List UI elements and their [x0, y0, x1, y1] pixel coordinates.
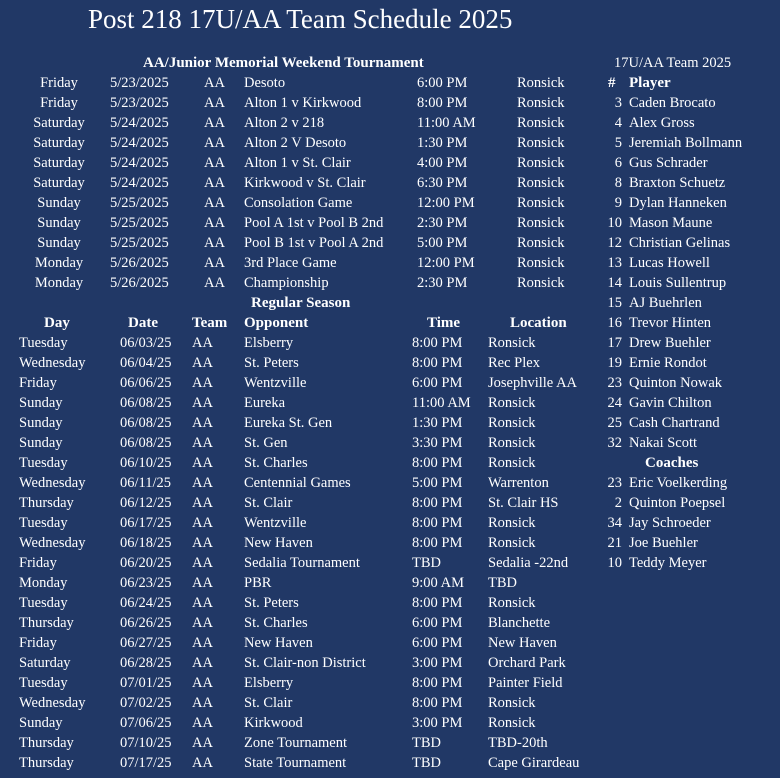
player-number: 10	[607, 215, 622, 231]
schedule-day: Tuesday	[19, 675, 68, 691]
player-name: Braxton Schuetz	[629, 175, 726, 191]
tournament-day: Sunday	[37, 235, 81, 251]
schedule-team: AA	[192, 675, 213, 691]
schedule-date: 06/12/25	[120, 495, 172, 511]
tournament-location: Ronsick	[517, 195, 565, 211]
tournament-time: 6:30 PM	[417, 175, 468, 191]
schedule-date: 06/26/25	[120, 615, 172, 631]
schedule-day: Thursday	[19, 755, 74, 771]
schedule-day: Sunday	[19, 435, 63, 451]
schedule-location: Ronsick	[488, 715, 536, 731]
player-number: 6	[614, 155, 622, 171]
player-number: 9	[614, 195, 622, 211]
tournament-day: Monday	[34, 255, 84, 271]
tournament-team: AA	[204, 155, 225, 171]
schedule-time: 8:00 PM	[412, 455, 463, 471]
schedule-time: 6:00 PM	[412, 615, 463, 631]
tournament-day: Monday	[34, 275, 84, 291]
player-name: Mason Maune	[629, 215, 713, 231]
schedule-time: 8:00 PM	[412, 355, 463, 371]
player-name: Cash Chartrand	[629, 415, 720, 431]
roster-heading: 17U/AA Team 2025	[614, 55, 732, 71]
player-name: Lucas Howell	[629, 255, 710, 271]
schedule-day: Friday	[19, 555, 57, 571]
schedule-opponent: Zone Tournament	[244, 735, 348, 751]
player-number: 12	[607, 235, 622, 251]
schedule-opponent: Kirkwood	[244, 715, 303, 731]
tournament-time: 12:00 PM	[417, 195, 475, 211]
tournament-day: Saturday	[33, 135, 85, 151]
tournament-location: Ronsick	[517, 115, 565, 131]
schedule-time: 3:30 PM	[412, 435, 463, 451]
schedule-date: 06/17/25	[120, 515, 172, 531]
schedule-day: Monday	[19, 575, 68, 591]
schedule-date: 06/08/25	[120, 435, 172, 451]
schedule-opponent: St. Clair	[244, 495, 293, 511]
player-number: 13	[607, 255, 622, 271]
schedule-date: 06/06/25	[120, 375, 172, 391]
tournament-day: Friday	[40, 75, 78, 91]
schedule-location: Ronsick	[488, 515, 536, 531]
schedule-opponent: Elsberry	[244, 335, 294, 351]
tournament-time: 12:00 PM	[417, 255, 475, 271]
schedule-location: Ronsick	[488, 455, 536, 471]
player-name: Caden Brocato	[629, 95, 716, 111]
tournament-time: 11:00 AM	[417, 115, 476, 131]
coach-name: Teddy Meyer	[629, 555, 707, 571]
tournament-opponent: Consolation Game	[244, 195, 353, 211]
player-name: Jeremiah Bollmann	[629, 135, 743, 151]
schedule-team: AA	[192, 695, 213, 711]
tournament-location: Ronsick	[517, 75, 565, 91]
coaches-heading: Coaches	[645, 455, 699, 471]
schedule-location: Ronsick	[488, 595, 536, 611]
schedule-location: Rec Plex	[488, 355, 540, 371]
schedule-day: Saturday	[19, 655, 71, 671]
tournament-team: AA	[204, 95, 225, 111]
schedule-opponent: New Haven	[244, 535, 313, 551]
schedule-opponent: Wentzville	[244, 515, 307, 531]
tournament-opponent: Alton 1 v Kirkwood	[244, 95, 362, 111]
schedule-opponent: Eureka	[244, 395, 286, 411]
player-name: Louis Sullentrup	[629, 275, 727, 291]
schedule-date: 06/03/25	[120, 335, 172, 351]
tournament-day: Saturday	[33, 175, 85, 191]
schedule-team: AA	[192, 515, 213, 531]
tournament-date: 5/24/2025	[110, 175, 169, 191]
schedule-day: Wednesday	[19, 535, 86, 551]
schedule-time: 8:00 PM	[412, 335, 463, 351]
schedule-team: AA	[192, 455, 213, 471]
tournament-time: 2:30 PM	[417, 215, 468, 231]
player-number: 17	[607, 335, 622, 351]
schedule-day: Tuesday	[19, 595, 68, 611]
tournament-date: 5/24/2025	[110, 155, 169, 171]
schedule-team: AA	[192, 375, 213, 391]
schedule-location: Ronsick	[488, 335, 536, 351]
schedule-day: Friday	[19, 375, 57, 391]
tournament-date: 5/23/2025	[110, 95, 169, 111]
schedule-opponent: Centennial Games	[244, 475, 351, 491]
schedule-date: 06/23/25	[120, 575, 172, 591]
coach-number: 21	[607, 535, 622, 551]
tournament-location: Ronsick	[517, 275, 565, 291]
player-name: Gavin Chilton	[629, 395, 712, 411]
schedule-location: Ronsick	[488, 395, 536, 411]
tournament-date: 5/25/2025	[110, 235, 169, 251]
tournament-date: 5/25/2025	[110, 195, 169, 211]
header-date: Date	[128, 315, 158, 331]
schedule-location: Orchard Park	[488, 655, 566, 671]
schedule-time: 8:00 PM	[412, 695, 463, 711]
schedule-opponent: Wentzville	[244, 375, 307, 391]
schedule-team: AA	[192, 555, 213, 571]
tournament-team: AA	[204, 115, 225, 131]
schedule-day: Thursday	[19, 495, 74, 511]
player-name: Drew Buehler	[629, 335, 711, 351]
tournament-team: AA	[204, 195, 225, 211]
schedule-date: 06/04/25	[120, 355, 172, 371]
schedule-time: 1:30 PM	[412, 415, 463, 431]
schedule-date: 07/01/25	[120, 675, 172, 691]
coach-number: 10	[607, 555, 622, 571]
player-name: AJ Buehrlen	[629, 295, 702, 311]
player-name: Gus Schrader	[629, 155, 708, 171]
tournament-opponent: 3rd Place Game	[244, 255, 337, 271]
player-number: 8	[614, 175, 622, 191]
coach-number: 23	[607, 475, 622, 491]
schedule-team: AA	[192, 435, 213, 451]
schedule-day: Wednesday	[19, 355, 86, 371]
header-team: Team	[192, 315, 228, 331]
schedule-day: Wednesday	[19, 475, 86, 491]
tournament-time: 6:00 PM	[417, 75, 468, 91]
schedule-day: Friday	[19, 635, 57, 651]
schedule-time: 8:00 PM	[412, 495, 463, 511]
schedule-team: AA	[192, 755, 213, 771]
tournament-team: AA	[204, 255, 225, 271]
schedule-date: 07/10/25	[120, 735, 172, 751]
tournament-time: 2:30 PM	[417, 275, 468, 291]
schedule-opponent: St. Gen	[244, 435, 288, 451]
schedule-date: 06/28/25	[120, 655, 172, 671]
schedule-team: AA	[192, 595, 213, 611]
coach-number: 2	[614, 495, 622, 511]
schedule-time: TBD	[412, 555, 441, 571]
tournament-location: Ronsick	[517, 95, 565, 111]
tournament-team: AA	[204, 215, 225, 231]
tournament-date: 5/25/2025	[110, 215, 169, 231]
schedule-location: Warrenton	[488, 475, 549, 491]
page-title: Post 218 17U/AA Team Schedule 2025	[88, 4, 513, 34]
tournament-time: 5:00 PM	[417, 235, 468, 251]
player-number: 3	[614, 95, 622, 111]
tournament-time: 1:30 PM	[417, 135, 468, 151]
schedule-time: 6:00 PM	[412, 375, 463, 391]
schedule-time: 8:00 PM	[412, 515, 463, 531]
roster-player-header: Player	[629, 75, 671, 91]
player-number: 19	[607, 355, 622, 371]
player-name: Trevor Hinten	[629, 315, 712, 331]
schedule-location: St. Clair HS	[488, 495, 559, 511]
schedule-location: New Haven	[488, 635, 557, 651]
player-number: 4	[614, 115, 622, 131]
header-location: Location	[510, 315, 567, 331]
tournament-team: AA	[204, 75, 225, 91]
schedule-date: 06/20/25	[120, 555, 172, 571]
header-opponent: Opponent	[244, 315, 309, 331]
schedule-date: 07/17/25	[120, 755, 172, 771]
schedule-date: 06/08/25	[120, 415, 172, 431]
schedule-location: Ronsick	[488, 435, 536, 451]
tournament-date: 5/26/2025	[110, 255, 169, 271]
schedule-day: Tuesday	[19, 455, 68, 471]
schedule-location: TBD	[488, 575, 517, 591]
schedule-time: 8:00 PM	[412, 595, 463, 611]
schedule-time: TBD	[412, 735, 441, 751]
schedule-location: Painter Field	[488, 675, 563, 691]
schedule-location: Ronsick	[488, 535, 536, 551]
schedule-day: Thursday	[19, 735, 74, 751]
schedule-team: AA	[192, 735, 213, 751]
coach-number: 34	[607, 515, 622, 531]
player-name: Quinton Nowak	[629, 375, 723, 391]
tournament-day: Saturday	[33, 115, 85, 131]
schedule-opponent: PBR	[244, 575, 272, 591]
schedule-time: 9:00 AM	[412, 575, 464, 591]
schedule-day: Sunday	[19, 395, 63, 411]
player-name: Nakai Scott	[629, 435, 698, 451]
tournament-team: AA	[204, 175, 225, 191]
schedule-time: 8:00 PM	[412, 535, 463, 551]
schedule-day: Thursday	[19, 615, 74, 631]
coach-name: Joe Buehler	[629, 535, 698, 551]
header-time: Time	[427, 315, 461, 331]
schedule-team: AA	[192, 355, 213, 371]
tournament-opponent: Desoto	[244, 75, 286, 91]
schedule-team: AA	[192, 635, 213, 651]
tournament-day: Friday	[40, 95, 78, 111]
tournament-team: AA	[204, 235, 225, 251]
schedule-time: TBD	[412, 755, 441, 771]
schedule-time: 11:00 AM	[412, 395, 471, 411]
player-number: 16	[607, 315, 622, 331]
schedule-day: Sunday	[19, 415, 63, 431]
schedule-team: AA	[192, 615, 213, 631]
schedule-team: AA	[192, 475, 213, 491]
schedule-location: TBD-20th	[488, 735, 548, 751]
player-number: 23	[607, 375, 622, 391]
tournament-opponent: Pool B 1st v Pool A 2nd	[244, 235, 384, 251]
tournament-team: AA	[204, 135, 225, 151]
schedule-location: Ronsick	[488, 695, 536, 711]
schedule-date: 06/24/25	[120, 595, 172, 611]
schedule-opponent: Sedalia Tournament	[244, 555, 360, 571]
schedule-date: 06/08/25	[120, 395, 172, 411]
schedule-opponent: St. Clair	[244, 695, 293, 711]
tournament-opponent: Championship	[244, 275, 329, 291]
schedule-opponent: St. Charles	[244, 615, 308, 631]
player-number: 14	[607, 275, 622, 291]
player-number: 5	[614, 135, 622, 151]
schedule-team: AA	[192, 495, 213, 511]
tournament-heading: AA/Junior Memorial Weekend Tournament	[143, 55, 424, 71]
schedule-opponent: St. Clair-non District	[244, 655, 366, 671]
schedule-time: 3:00 PM	[412, 655, 463, 671]
schedule-time: 3:00 PM	[412, 715, 463, 731]
schedule-time: 5:00 PM	[412, 475, 463, 491]
roster-number-header: #	[608, 75, 616, 91]
tournament-time: 4:00 PM	[417, 155, 468, 171]
coach-name: Jay Schroeder	[629, 515, 711, 531]
schedule-date: 07/02/25	[120, 695, 172, 711]
schedule-opponent: St. Charles	[244, 455, 308, 471]
schedule-day: Wednesday	[19, 695, 86, 711]
schedule-date: 06/18/25	[120, 535, 172, 551]
tournament-time: 8:00 PM	[417, 95, 468, 111]
tournament-location: Ronsick	[517, 155, 565, 171]
schedule-time: 8:00 PM	[412, 675, 463, 691]
schedule-opponent: New Haven	[244, 635, 313, 651]
tournament-location: Ronsick	[517, 175, 565, 191]
player-number: 15	[607, 295, 622, 311]
schedule-time: 6:00 PM	[412, 635, 463, 651]
tournament-opponent: Alton 2 v 218	[244, 115, 325, 131]
schedule-day: Sunday	[19, 715, 63, 731]
coach-name: Quinton Poepsel	[629, 495, 726, 511]
schedule-team: AA	[192, 415, 213, 431]
tournament-day: Sunday	[37, 195, 81, 211]
tournament-location: Ronsick	[517, 255, 565, 271]
tournament-location: Ronsick	[517, 215, 565, 231]
schedule-day: Tuesday	[19, 335, 68, 351]
schedule-date: 07/06/25	[120, 715, 172, 731]
schedule-opponent: St. Peters	[244, 595, 299, 611]
tournament-location: Ronsick	[517, 235, 565, 251]
schedule-location: Cape Girardeau	[488, 755, 580, 771]
tournament-opponent: Alton 2 V Desoto	[244, 135, 347, 151]
schedule-date: 06/10/25	[120, 455, 172, 471]
schedule-team: AA	[192, 395, 213, 411]
tournament-date: 5/24/2025	[110, 135, 169, 151]
schedule-opponent: Elsberry	[244, 675, 294, 691]
player-number: 32	[607, 435, 622, 451]
tournament-opponent: Kirkwood v St. Clair	[244, 175, 366, 191]
schedule-location: Josephville AA	[488, 375, 578, 391]
schedule-team: AA	[192, 335, 213, 351]
schedule-date: 06/27/25	[120, 635, 172, 651]
schedule-opponent: St. Peters	[244, 355, 299, 371]
tournament-day: Sunday	[37, 215, 81, 231]
player-number: 25	[607, 415, 622, 431]
tournament-team: AA	[204, 275, 225, 291]
tournament-date: 5/23/2025	[110, 75, 169, 91]
player-name: Ernie Rondot	[629, 355, 707, 371]
schedule-location: Sedalia -22nd	[488, 555, 569, 571]
coach-name: Eric Voelkerding	[629, 475, 728, 491]
tournament-opponent: Pool A 1st v Pool B 2nd	[244, 215, 384, 231]
schedule-day: Tuesday	[19, 515, 68, 531]
schedule-date: 06/11/25	[120, 475, 172, 491]
player-number: 24	[607, 395, 622, 411]
schedule-team: AA	[192, 535, 213, 551]
player-name: Alex Gross	[629, 115, 695, 131]
schedule-team: AA	[192, 575, 213, 591]
schedule-team: AA	[192, 655, 213, 671]
tournament-location: Ronsick	[517, 135, 565, 151]
schedule-opponent: Eureka St. Gen	[244, 415, 333, 431]
tournament-day: Saturday	[33, 155, 85, 171]
schedule-team: AA	[192, 715, 213, 731]
player-name: Dylan Hanneken	[629, 195, 727, 211]
header-day: Day	[44, 315, 70, 331]
tournament-date: 5/24/2025	[110, 115, 169, 131]
schedule-location: Ronsick	[488, 415, 536, 431]
schedule-opponent: State Tournament	[244, 755, 347, 771]
schedule-location: Blanchette	[488, 615, 551, 631]
tournament-opponent: Alton 1 v St. Clair	[244, 155, 351, 171]
regular-season-heading: Regular Season	[251, 295, 351, 311]
tournament-date: 5/26/2025	[110, 275, 169, 291]
player-name: Christian Gelinas	[629, 235, 731, 251]
